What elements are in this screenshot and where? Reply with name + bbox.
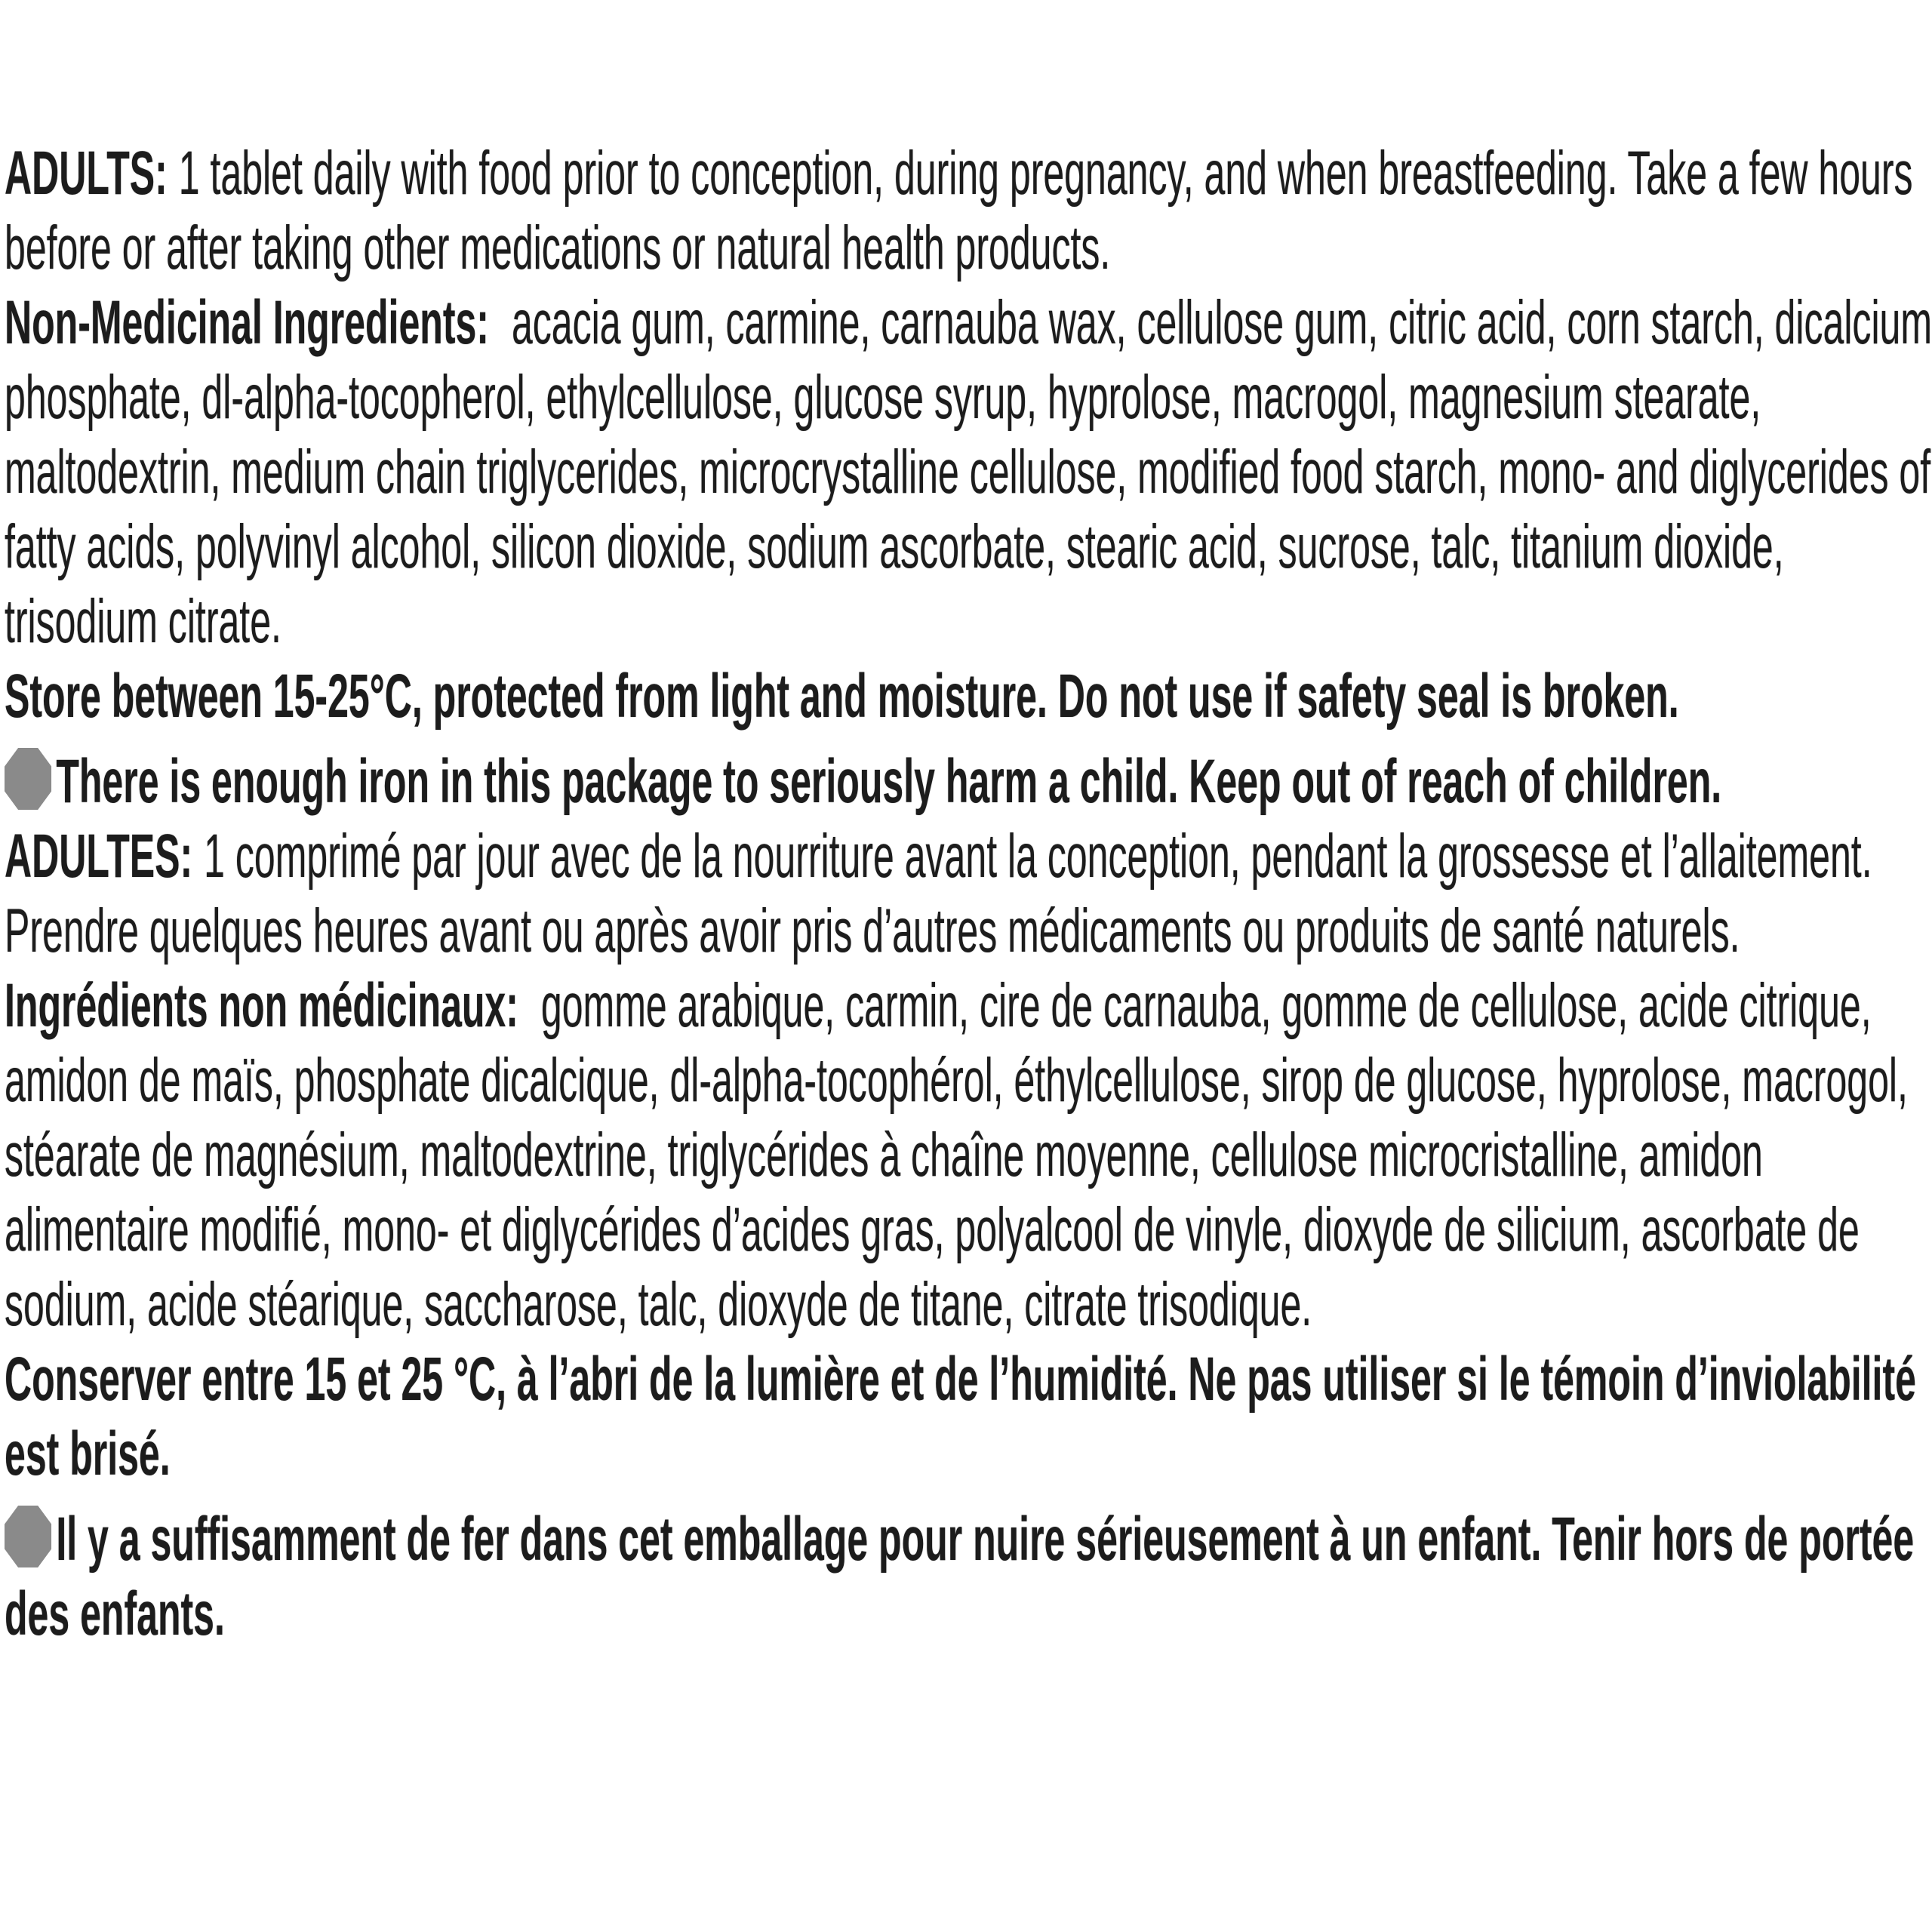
iron-warning-en-text: There is enough iron in this package to seriously harm a child. Keep out of reach of children. — [56, 747, 1722, 816]
storage-instructions-en-text: Store between 15-25°C, protected from light and moisture. Do not use if safety seal is broken. — [5, 662, 1679, 731]
dosage-directions-fr-text: 1 comprimé par jour avec de la nourriture avant la conception, pendant la grossesse et l’allaitement. Prendre quelques heures avant ou après avoir pris d’autres médicaments ou produits de santé naturels. — [5, 822, 1872, 965]
iron-warning-en — [5, 744, 1932, 819]
dosage-directions-en — [5, 136, 1932, 285]
non-medicinal-ingredients-en-text: acacia gum, carmine, carnauba wax, cellulose gum, citric acid, corn starch, dicalcium phosphate, dl-alpha-tocopherol, ethylcellulose, glucose syrup, hyprolose, macrogol, magnesium stearate, maltodextrin, medium chain triglycerides, microcrystalline cellulose, modified food starch, mono- and diglycerides of fatty acids, polyvinyl alcohol, silicon dioxide, sodium ascorbate, stearic acid, sucrose, talc, titanium dioxide, trisodium citrate. — [5, 288, 1932, 656]
storage-instructions-fr — [5, 1342, 1932, 1491]
non-medicinal-ingredients-en-heading: Non-Medicinal Ingredients: — [5, 288, 489, 357]
non-medicinal-ingredients-fr-text: gomme arabique, carmin, cire de carnauba, gomme de cellulose, acide citrique, amidon de maïs, phosphate dicalcique, dl-alpha-tocophérol, éthylcellulose, sirop de glucose, hyprolose, macrogol, stéarate de magnésium, maltodextrine, triglycérides à chaîne moyenne, cellulose microcristalline, amidon alimentaire modifié, mono- et diglycérides d’acides gras, polyalcool de vinyle, dioxyde de silicium, ascorbate de sodium, acide stéarique, saccharose, talc, dioxyde de titane, citrate trisodique. — [5, 971, 1908, 1339]
dosage-directions-fr-heading: ADULTES: — [5, 822, 193, 891]
iron-warning-fr-text: Il y a suffisamment de fer dans cet emballage pour nuire sérieusement à un enfant. Tenir hors de portée des enfants. — [5, 1505, 1915, 1648]
dosage-directions-en-text: 1 tablet daily with food prior to conception, during pregnancy, and when breastfeeding. Take a few hours before or after taking other medications or natural health products. — [5, 139, 1913, 282]
stop-octagon-icon — [5, 1506, 51, 1567]
stop-octagon-icon — [5, 748, 51, 810]
non-medicinal-ingredients-fr-heading: Ingrédients non médicinaux: — [5, 971, 518, 1040]
dosage-directions-fr — [5, 819, 1932, 968]
non-medicinal-ingredients-fr — [5, 968, 1932, 1342]
storage-instructions-en — [5, 659, 1932, 734]
label-text-column — [5, 136, 1932, 1651]
iron-warning-fr — [5, 1502, 1932, 1651]
dosage-directions-en-heading: ADULTS: — [5, 139, 168, 208]
storage-instructions-fr-text: Conserver entre 15 et 25 °C, à l’abri de la lumière et de l’humidité. Ne pas utiliser si le témoin d’inviolabilité est brisé. — [5, 1345, 1916, 1488]
non-medicinal-ingredients-en — [5, 285, 1932, 659]
